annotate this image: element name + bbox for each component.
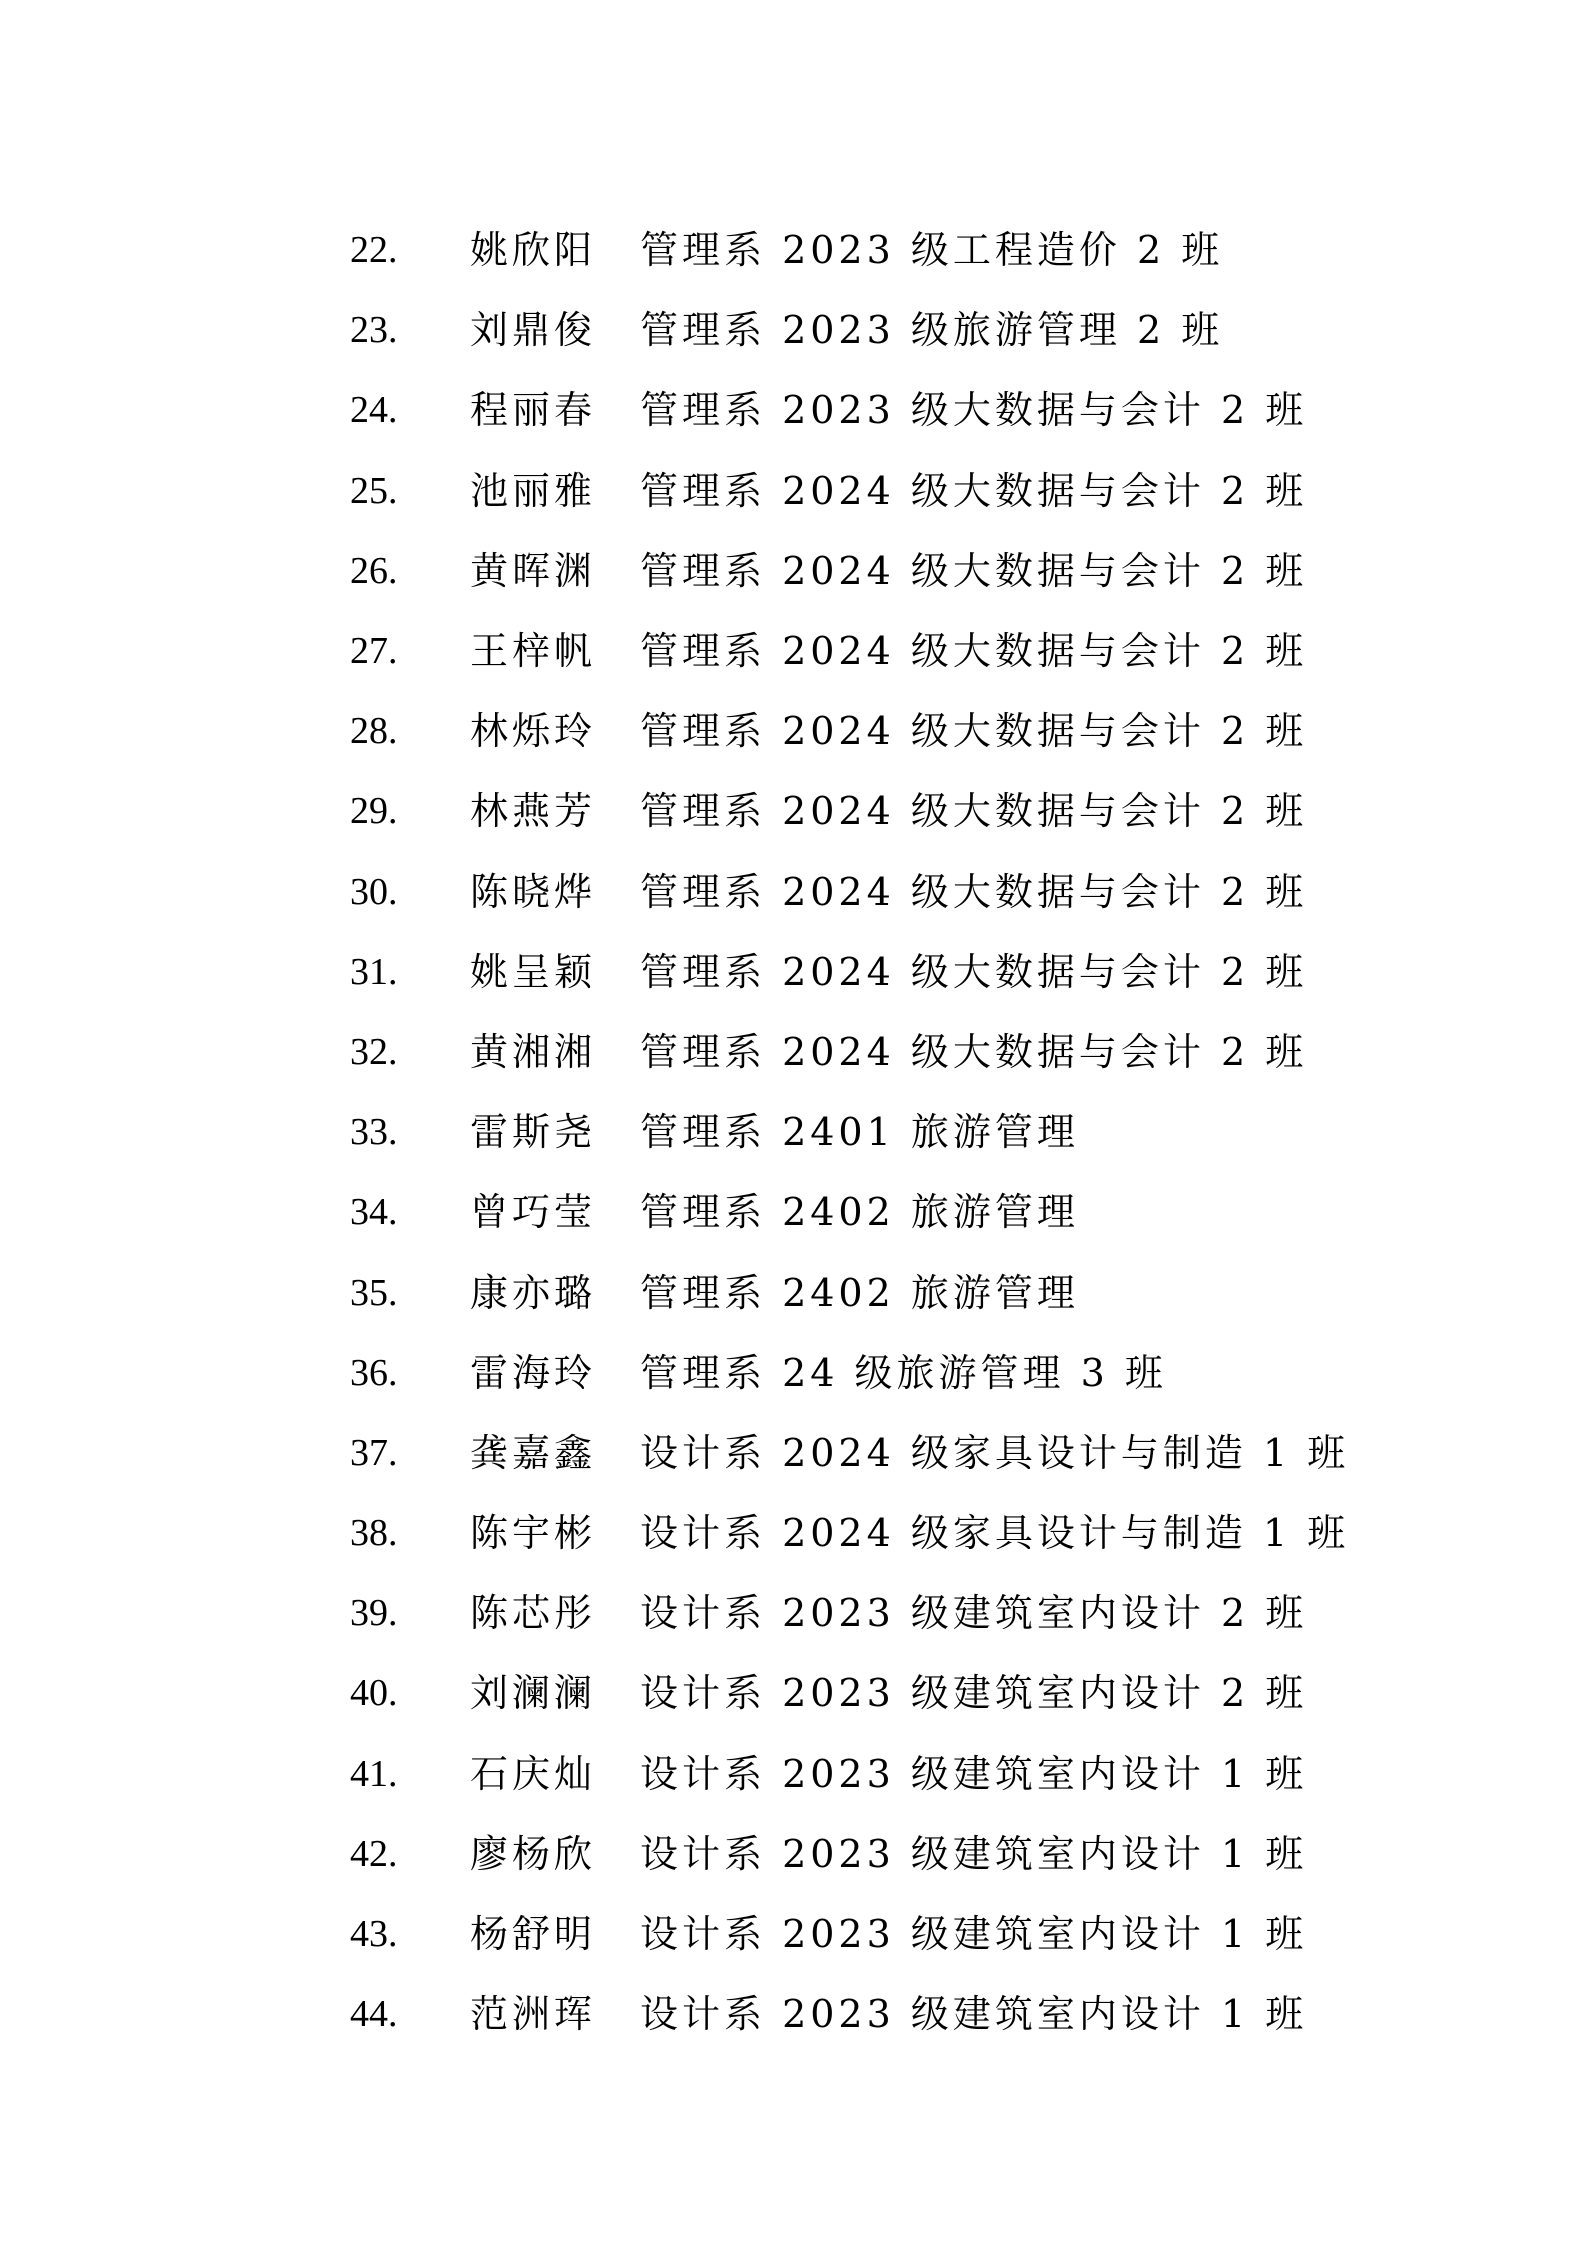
class-info: 管理系 2024 级大数据与会计 2 班 [640, 1029, 1308, 1074]
student-name: 康亦璐 [470, 1270, 597, 1315]
list-item [350, 1172, 1349, 1252]
class-info: 管理系 2023 级工程造价 2 班 [640, 228, 1224, 273]
student-name: 程丽春 [470, 388, 597, 433]
list-item [350, 210, 1349, 290]
list-item [350, 370, 1349, 450]
class-info: 管理系 24 级旅游管理 3 班 [640, 1350, 1167, 1395]
student-name: 林烁玲 [470, 709, 597, 754]
item-number: 23. [350, 309, 398, 352]
list-item [350, 290, 1349, 370]
item-number: 42. [350, 1832, 398, 1875]
student-name: 龚嘉鑫 [470, 1430, 597, 1475]
class-info: 管理系 2024 级大数据与会计 2 班 [640, 468, 1308, 513]
class-info: 管理系 2023 级大数据与会计 2 班 [640, 388, 1308, 433]
list-item [350, 1734, 1349, 1814]
list-item [350, 1012, 1349, 1092]
class-info: 管理系 2024 级大数据与会计 2 班 [640, 548, 1308, 593]
item-number: 40. [350, 1672, 398, 1715]
item-number: 34. [350, 1191, 398, 1234]
list-item [350, 691, 1349, 771]
class-info: 设计系 2024 级家具设计与制造 1 班 [640, 1511, 1350, 1556]
list-item [350, 932, 1349, 1012]
student-name: 范洲珲 [470, 1992, 597, 2037]
list-item [350, 771, 1349, 851]
item-number: 29. [350, 790, 398, 833]
student-name: 廖杨欣 [470, 1831, 597, 1876]
list-item [350, 451, 1349, 531]
class-info: 设计系 2024 级家具设计与制造 1 班 [640, 1430, 1350, 1475]
student-name: 姚欣阳 [470, 228, 597, 273]
student-list [350, 210, 1349, 2054]
class-info: 设计系 2023 级建筑室内设计 1 班 [640, 1751, 1308, 1796]
student-name: 陈晓烨 [470, 869, 597, 914]
item-number: 39. [350, 1592, 398, 1635]
item-number: 38. [350, 1512, 398, 1555]
student-name: 雷斯尧 [470, 1110, 597, 1155]
item-number: 25. [350, 469, 398, 512]
student-name: 林燕芳 [470, 789, 597, 834]
student-name: 陈宇彬 [470, 1511, 597, 1556]
student-name: 王梓帆 [470, 629, 597, 674]
class-info: 管理系 2402 旅游管理 [640, 1190, 1079, 1235]
list-item [350, 1814, 1349, 1894]
item-number: 41. [350, 1752, 398, 1795]
class-info: 设计系 2023 级建筑室内设计 2 班 [640, 1591, 1308, 1636]
item-number: 35. [350, 1271, 398, 1314]
class-info: 管理系 2024 级大数据与会计 2 班 [640, 789, 1308, 834]
student-name: 杨舒明 [470, 1912, 597, 1957]
item-number: 31. [350, 950, 398, 993]
class-info: 设计系 2023 级建筑室内设计 2 班 [640, 1671, 1308, 1716]
item-number: 28. [350, 710, 398, 753]
list-item [350, 1573, 1349, 1653]
item-number: 36. [350, 1351, 398, 1394]
list-item [350, 611, 1349, 691]
student-name: 陈芯彤 [470, 1591, 597, 1636]
list-item [350, 1413, 1349, 1493]
item-number: 22. [350, 229, 398, 272]
list-item [350, 1493, 1349, 1573]
class-info: 管理系 2024 级大数据与会计 2 班 [640, 629, 1308, 674]
student-name: 刘澜澜 [470, 1671, 597, 1716]
class-info: 管理系 2402 旅游管理 [640, 1270, 1079, 1315]
item-number: 30. [350, 870, 398, 913]
student-name: 石庆灿 [470, 1751, 597, 1796]
student-name: 刘鼎俊 [470, 308, 597, 353]
list-item [350, 852, 1349, 932]
class-info: 管理系 2024 级大数据与会计 2 班 [640, 949, 1308, 994]
list-item [350, 1974, 1349, 2054]
item-number: 32. [350, 1030, 398, 1073]
item-number: 33. [350, 1111, 398, 1154]
list-item [350, 1333, 1349, 1413]
student-name: 姚呈颖 [470, 949, 597, 994]
list-item [350, 531, 1349, 611]
item-number: 24. [350, 389, 398, 432]
class-info: 管理系 2023 级旅游管理 2 班 [640, 308, 1224, 353]
list-item [350, 1092, 1349, 1172]
class-info: 设计系 2023 级建筑室内设计 1 班 [640, 1992, 1308, 2037]
item-number: 26. [350, 549, 398, 592]
student-name: 黄晖渊 [470, 548, 597, 593]
class-info: 管理系 2401 旅游管理 [640, 1110, 1079, 1155]
student-name: 曾巧莹 [470, 1190, 597, 1235]
class-info: 设计系 2023 级建筑室内设计 1 班 [640, 1912, 1308, 1957]
student-name: 黄湘湘 [470, 1029, 597, 1074]
item-number: 27. [350, 630, 398, 673]
list-item [350, 1653, 1349, 1733]
student-name: 雷海玲 [470, 1350, 597, 1395]
item-number: 43. [350, 1913, 398, 1956]
class-info: 设计系 2023 级建筑室内设计 1 班 [640, 1831, 1308, 1876]
class-info: 管理系 2024 级大数据与会计 2 班 [640, 869, 1308, 914]
item-number: 37. [350, 1431, 398, 1474]
list-item [350, 1252, 1349, 1332]
item-number: 44. [350, 1993, 398, 2036]
class-info: 管理系 2024 级大数据与会计 2 班 [640, 709, 1308, 754]
student-name: 池丽雅 [470, 468, 597, 513]
list-item [350, 1894, 1349, 1974]
